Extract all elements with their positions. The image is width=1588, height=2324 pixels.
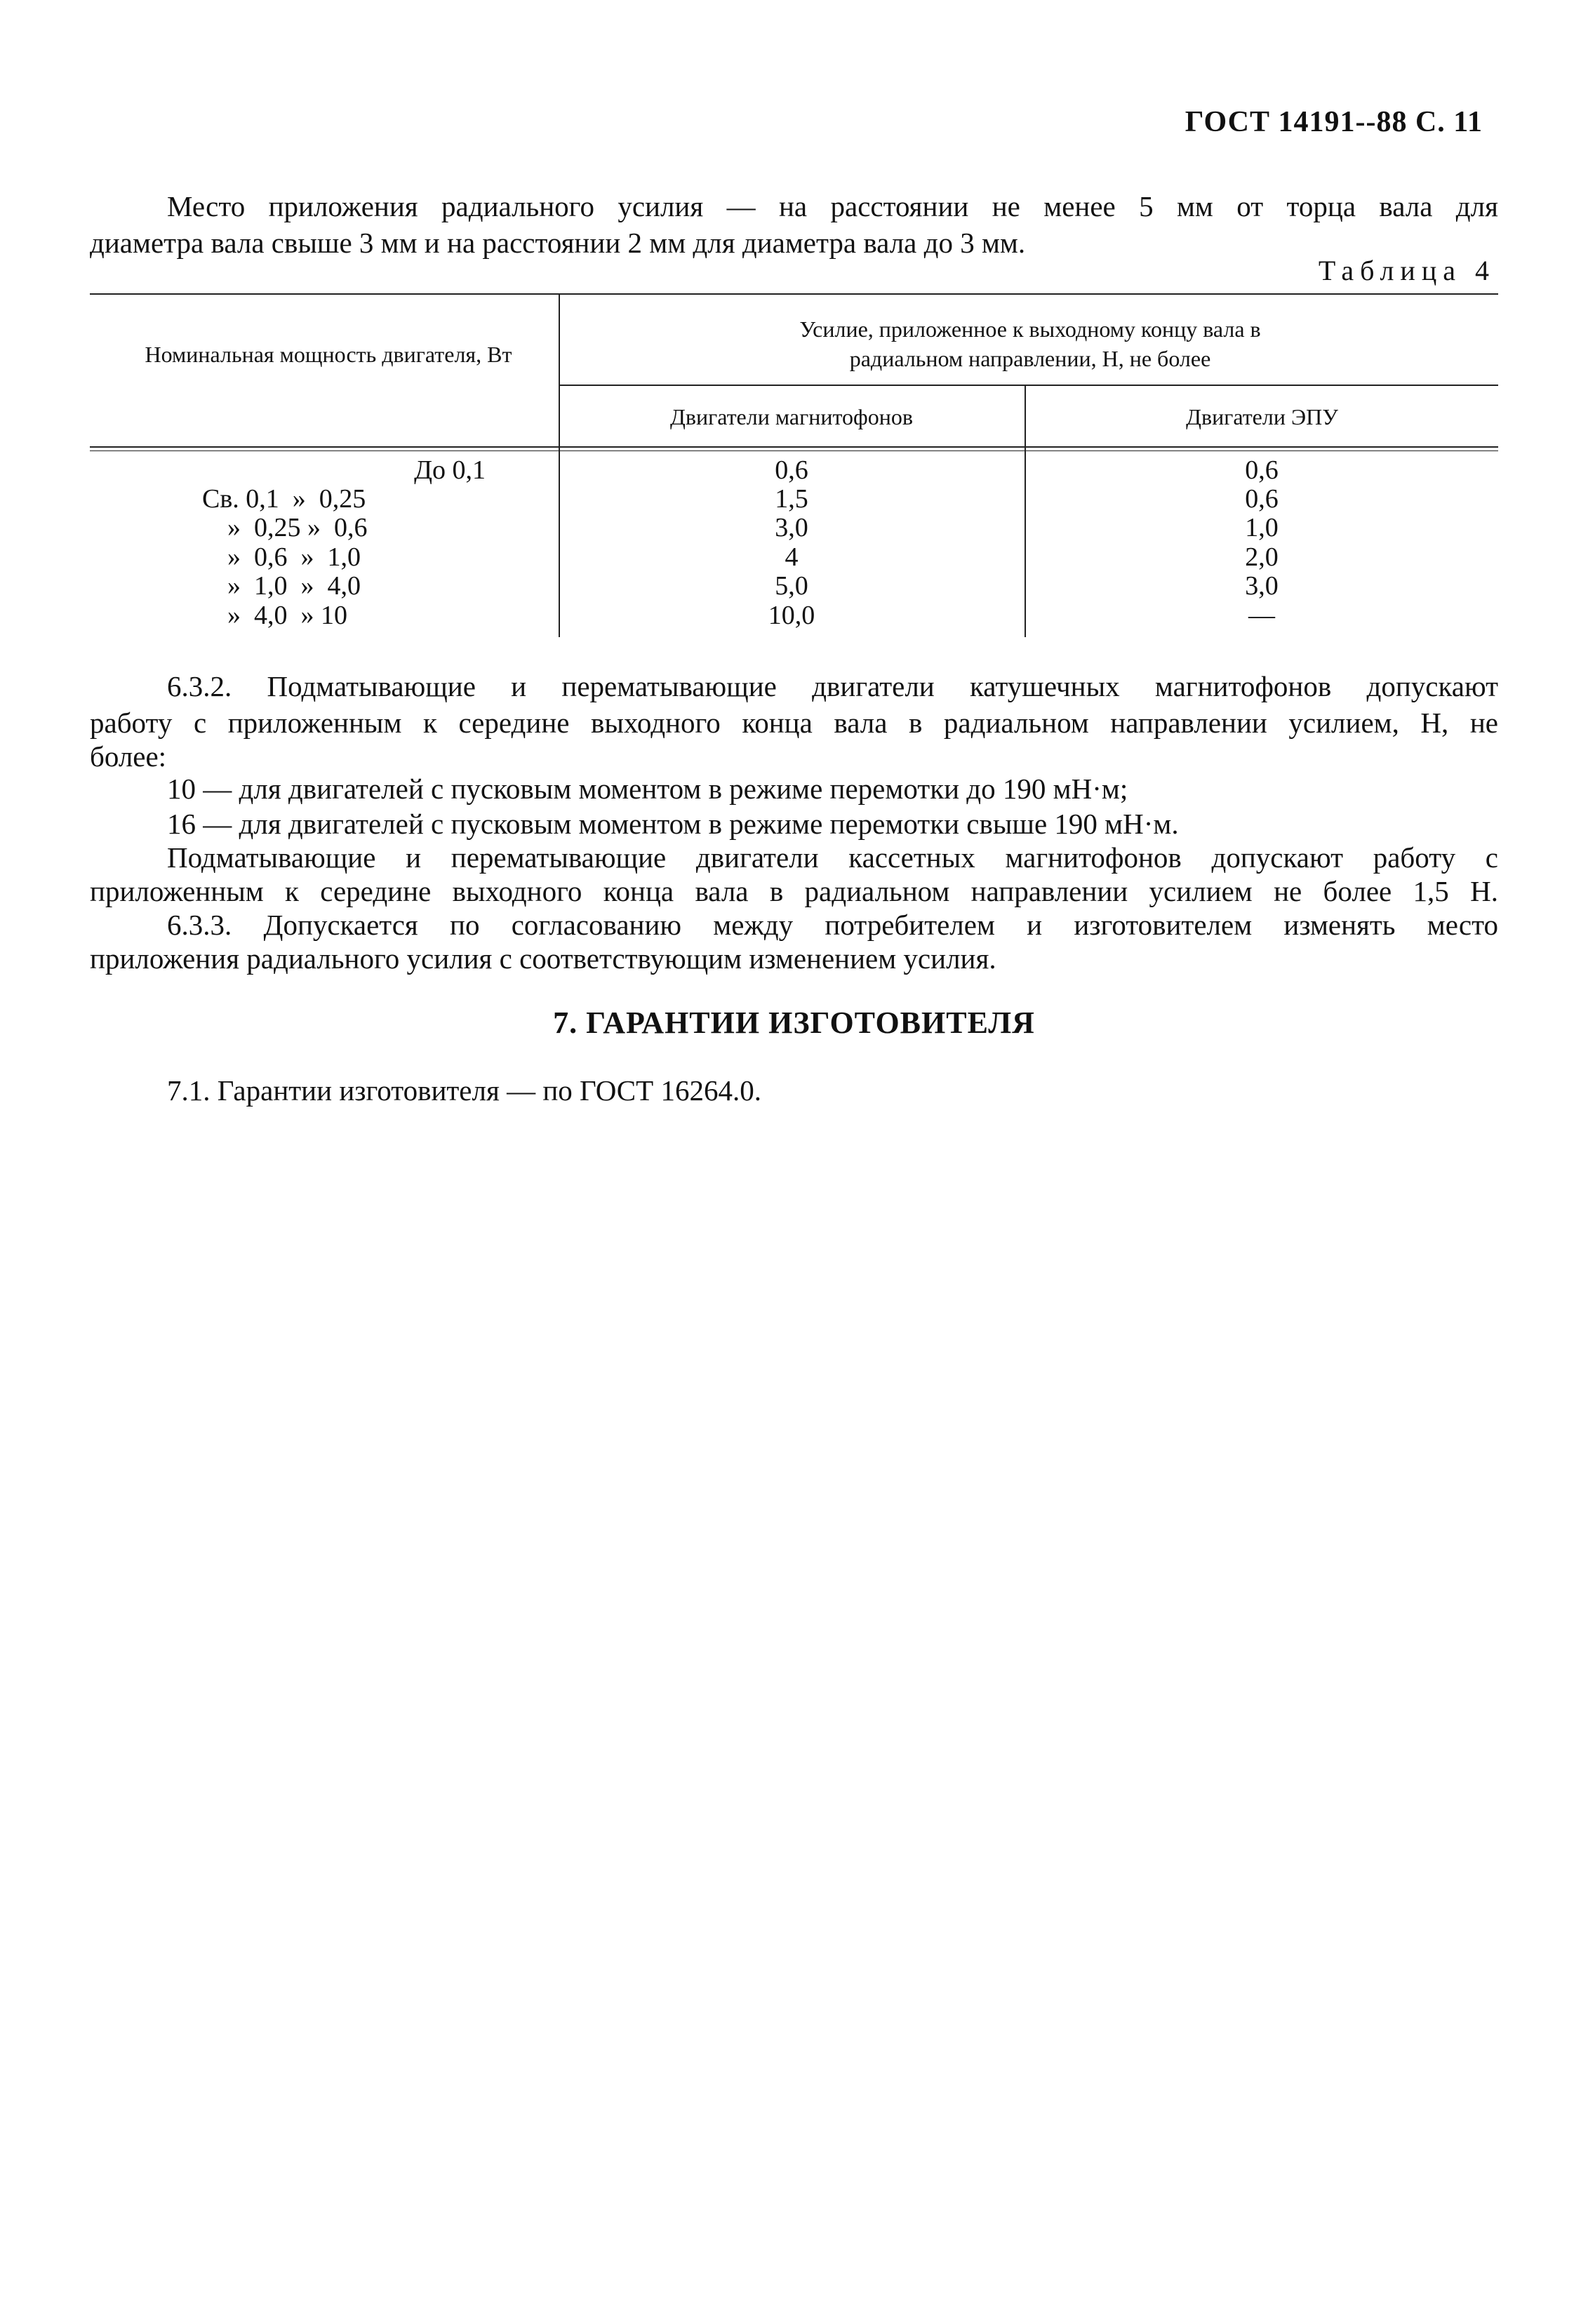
table-4: [90, 293, 1498, 637]
para-6-3-2-line-1: 6.3.2. Подматывающие и перематывающие двигатели катушечных магнитофонов допускают: [167, 670, 1498, 702]
cell-epu: 3,0: [1245, 571, 1279, 601]
header-power: Номинальная мощность двигателя, Вт: [145, 342, 512, 367]
cell-epu: 0,6: [1245, 484, 1279, 514]
header-epu: Двигатели ЭПУ: [1186, 404, 1338, 429]
cell-epu: 1,0: [1245, 513, 1279, 542]
cassette-line-2: приложенным к середине выходного конца вала в радиальном направлении усилием не более 1,5 Н.: [90, 875, 1498, 907]
table-subheader-rule: [559, 385, 1498, 386]
header-tape: Двигатели магнитофонов: [670, 404, 913, 429]
table-header-rule-double: [90, 450, 1498, 451]
table-row: » 0,25 » 0,6: [227, 513, 368, 542]
table-header-rule: [90, 446, 1498, 448]
page-header: ГОСТ 14191--88 С. 11: [1185, 106, 1483, 138]
table-row: » 0,6 » 1,0: [227, 542, 361, 572]
cell-epu: —: [1248, 601, 1275, 630]
table-row: До 0,1: [414, 455, 486, 485]
cell-epu: 0,6: [1245, 455, 1279, 485]
cassette-line-1: Подматывающие и перематывающие двигатели кассетных магнитофонов допускают работу с: [167, 841, 1498, 874]
section-7-title: 7. ГАРАНТИИ ИЗГОТОВИТЕЛЯ: [553, 1006, 1035, 1040]
item-16: 16 — для двигателей с пусковым моментом в режиме перемотки свыше 190 мН·м.: [167, 808, 1179, 840]
table-row: » 4,0 » 10: [227, 601, 347, 630]
cell-epu: 2,0: [1245, 542, 1279, 572]
para-6-3-2-line-2: работу с приложенным к середине выходного конца вала в радиальном направлении усилием, Н, не: [90, 707, 1498, 739]
table-top-rule: [90, 293, 1498, 295]
table-row: » 1,0 » 4,0: [227, 571, 361, 601]
para-6-3-3-line-1: 6.3.3. Допускается по согласованию между потребителем и изготовителем изменять место: [167, 909, 1498, 941]
header-force: Усилие, приложенное к выходному концу вала в радиальном направлении, Н, не более: [799, 316, 1261, 371]
cell-tape: 5,0: [775, 571, 808, 601]
cell-tape: 10,0: [768, 601, 815, 630]
para-6-3-3-line-2: приложения радиального усилия с соответствующим изменением усилия.: [90, 942, 996, 975]
intro-line-1: Место приложения радиального усилия — на расстоянии не менее 5 мм от торца вала для: [167, 190, 1498, 222]
item-10: 10 — для двигателей с пусковым моментом в режиме перемотки до 190 мН·м;: [167, 773, 1128, 805]
cell-tape: 1,5: [775, 484, 808, 514]
table-row: Св. 0,1 » 0,25: [202, 484, 366, 514]
table-col-divider-1: [559, 293, 560, 637]
cell-tape: 4: [785, 542, 799, 572]
intro-line-2: диаметра вала свыше 3 мм и на расстоянии 2 мм для диаметра вала до 3 мм.: [90, 227, 1026, 259]
para-7-1: 7.1. Гарантии изготовителя — по ГОСТ 16264.0.: [167, 1074, 761, 1107]
cell-tape: 3,0: [775, 513, 808, 542]
para-6-3-2-line-3: более:: [90, 740, 167, 773]
cell-tape: 0,6: [775, 455, 808, 485]
table-caption: Таблица 4: [1318, 255, 1495, 286]
